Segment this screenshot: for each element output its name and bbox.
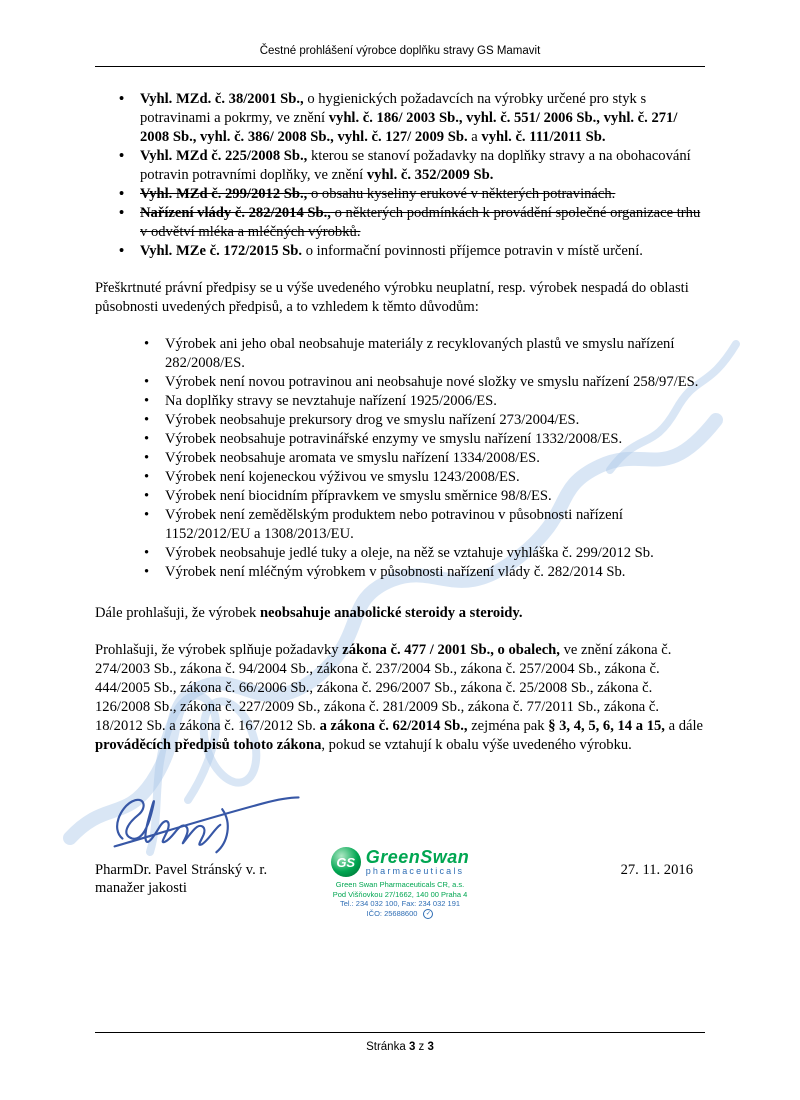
logo-name: GreenSwan [365,847,470,867]
footer-of-label: z [418,1041,425,1053]
reason-item: • Výrobek není novou potravinou ani neobsahuje nové složky ve smyslu nařízení 258/97/ES. [95,373,705,392]
reason-item: • Výrobek není zemědělským produktem nebo potravinou v působnosti nařízení 1152/2012/EU a 1308/2013/EU. [95,506,705,544]
regulation-item: • Vyhl. MZd č. 225/2008 Sb., kterou se stanoví požadavky na doplňky stravy a na obohacování potravin potravními doplňky, ve znění vyhl. č. 352/2009 Sb. [95,147,705,185]
legal-regulations-list [95,90,705,261]
reason-item: • Výrobek neobsahuje prekursory drog ve smyslu nařízení 273/2004/ES. [95,411,705,430]
document-body [95,90,705,956]
reason-item: • Výrobek neobsahuje jedlé tuky a oleje, na něž se vztahuje vyhláška č. 299/2012 Sb. [95,544,705,563]
greenswan-logo [280,847,520,919]
logo-subtitle: pharmaceuticals [365,866,465,876]
reason-item: • Výrobek není kojeneckou výživou ve smyslu 1243/2008/ES. [95,468,705,487]
reason-item: • Na doplňky stravy se nevztahuje nařízení 1925/2006/ES. [95,392,705,411]
steroids-paragraph: Dále prohlašuji, že výrobek neobsahuje anabolické steroidy a steroidy. [95,605,523,621]
regulation-item: • Vyhl. MZd č. 299/2012 Sb., o obsahu kyseliny erukové v některých potravinách. [95,185,705,204]
signatory-row [95,847,705,956]
footer-label: Stránka [366,1041,406,1053]
reason-item: • Výrobek ani jeho obal neobsahuje materiály z recyklovaných plastů ve smyslu nařízení 282/2008/ES. [95,335,705,373]
packaging-paragraph: Prohlašuji, že výrobek splňuje požadavky zákona č. 477 / 2001 Sb., o obalech, ve znění zákona č. 274/2003 Sb., zákona č. 94/2004 Sb., zákona č. 237/2004 Sb., zákona č. 257/2004 Sb., zákona č. 444/2005 Sb., zákona č. 66/2006 Sb., zákona č. 296/2007 Sb., zákona č. 25/2008 Sb., zákona č. 126/2008 Sb., zákona č. 227/2009 Sb., zákona č. 281/2009 Sb., zákona č. 77/2011 Sb., zákona č. 18/2012 Sb. a zákona č. 167/2012 Sb. a zákona č. 62/2014 Sb., zejména pak § 3, 4, 5, 6, 14 a 15, a dále prováděcích předpisů tohoto zákona, pokud se vztahují k obalu výše uvedeného výrobku. [95,642,704,753]
header-title: Čestné prohlášení výrobce doplňku stravy GS Mamavit [259,45,541,57]
footer-total-pages: 3 [427,1041,434,1053]
reason-item: • Výrobek neobsahuje potravinářské enzymy ve smyslu nařízení 1332/2008/ES. [95,430,705,449]
reasons-list [95,335,705,582]
logo-ico: IČO: 25688600 [366,908,418,918]
footer-page-number: 3 [408,1041,416,1053]
regulation-item: • Vyhl. MZe č. 172/2015 Sb. o informační povinnosti příjemce potravin v místě určení. [95,242,705,261]
cert-mark-icon: ✓ [423,909,433,919]
page-header [95,44,705,67]
reason-item: • Výrobek neobsahuje aromata ve smyslu nařízení 1334/2008/ES. [95,449,705,468]
logo-phone: Tel.: 234 032 100, Fax: 234 032 191 [339,899,461,908]
strike-explanation-paragraph: Přeškrtnuté právní předpisy se u výše uvedeného výrobku neuplatní, resp. výrobek nespadá do oblasti působnosti uvedených předpisů, a to vzhledem k těmto důvodům: [95,280,689,315]
reason-item: • Výrobek není biocidním přípravkem ve smyslu směrnice 98/8/ES. [95,487,705,506]
regulation-item: • Vyhl. MZd. č. 38/2001 Sb., o hygienických požadavcích na výrobky určené pro styk s potravinami a pokrmy, ve znění vyhl. č. 186/ 2003 Sb., vyhl. č. 551/ 2006 Sb., vyhl. č. 271/ 2008 Sb., vyhl. č. 386/ 2008 Sb., vyhl. č. 127/ 2009 Sb. a vyhl. č. 111/2011 Sb. [95,90,705,147]
page-footer [95,1032,705,1057]
logo-address-block [280,880,520,919]
signature-date: 27. 11. 2016 [620,862,693,878]
regulation-item: • Nařízení vlády č. 282/2014 Sb., o některých podmínkách k provádění společné organizace trhu v odvětví mléka a mléčných výrobků. [95,204,705,242]
signatory-name: PharmDr. Pavel Stránský v. r. [95,862,268,878]
signatory-role: manažer jakosti [95,880,187,896]
gs-monogram-icon: GS [331,847,361,877]
signature-image [97,779,322,857]
logo-address: Pod Višňovkou 27/1662, 140 00 Praha 4 [332,889,468,899]
reason-item: • Výrobek není mléčným výrobkem v působnosti nařízení vlády č. 282/2014 Sb. [95,563,705,582]
logo-company: Green Swan Pharmaceuticals CR, a.s. [335,880,465,889]
signature-block [95,779,705,956]
logo-lockup [280,847,520,877]
